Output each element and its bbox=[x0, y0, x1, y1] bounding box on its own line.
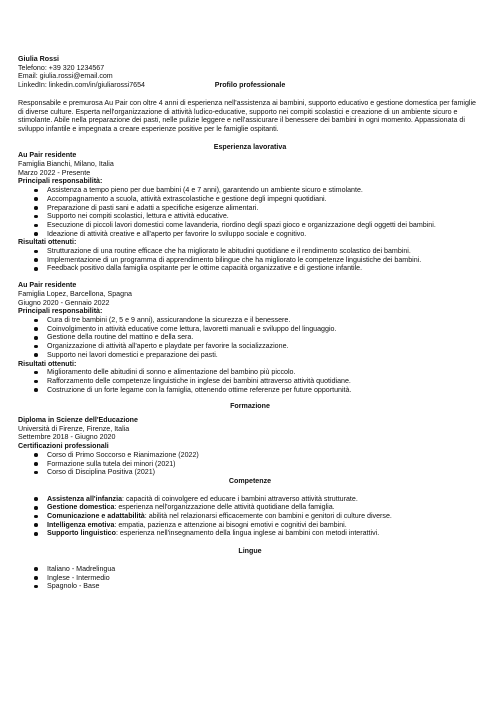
skill-label: Supporto linguistico bbox=[47, 529, 116, 538]
list-item: Coinvolgimento in attività educative come lettura, lavoretti manuali e sviluppo del linguaggio. bbox=[18, 325, 482, 334]
candidate-name: Giulia Rossi bbox=[18, 55, 59, 63]
education-heading: Formazione bbox=[230, 402, 270, 411]
education-dates: Settembre 2018 - Giugno 2020 bbox=[18, 433, 116, 442]
language-item: Inglese - Intermedio bbox=[18, 574, 482, 583]
skill-label: Assistenza all'infanzia bbox=[47, 494, 123, 503]
results-label: Risultati ottenuti: bbox=[18, 359, 77, 368]
certifications-list bbox=[18, 451, 482, 477]
job-lopez bbox=[18, 281, 482, 394]
job-employer: Famiglia Lopez, Barcellona, Spagna bbox=[18, 289, 132, 298]
linkedin-line: LinkedIn: linkedin.com/in/giuliarossi7654 bbox=[18, 81, 145, 90]
experience-heading: Esperienza lavorativa bbox=[213, 142, 287, 151]
profile-heading: Profilo professionale bbox=[214, 81, 286, 90]
skill-item bbox=[18, 512, 482, 521]
responsibilities-label: Principali responsabilità: bbox=[18, 307, 103, 316]
list-item: Feedback positivo dalla famiglia ospitante per le ottime capacità organizzative e di gestione infantile. bbox=[18, 264, 482, 273]
language-item: Italiano - Madrelingua bbox=[18, 565, 482, 574]
email-line: Email: giulia.rossi@email.com bbox=[18, 72, 113, 81]
list-item: Corso di Primo Soccorso e Rianimazione (2022) bbox=[18, 451, 482, 460]
skills-list bbox=[18, 495, 482, 539]
list-item: Assistenza a tempo pieno per due bambini (4 e 7 anni), garantendo un ambiente sicuro e stimolante. bbox=[18, 186, 482, 195]
skill-label: Intelligenza emotiva bbox=[47, 520, 115, 529]
skill-label: Gestione domestica bbox=[47, 503, 115, 512]
list-item: Miglioramento delle abitudini di sonno e alimentazione del bambino più piccolo. bbox=[18, 368, 482, 377]
list-item: Supporto nei compiti scolastici, lettura e attività educative. bbox=[18, 212, 482, 221]
certifications-label: Certificazioni professionali bbox=[18, 442, 109, 451]
job-role: Au Pair residente bbox=[18, 151, 77, 160]
responsibilities-list bbox=[18, 316, 482, 360]
list-item: Costruzione di un forte legame con la famiglia, ottenendo ottime referenze per future opportunità. bbox=[18, 386, 482, 395]
skill-item bbox=[18, 495, 482, 504]
list-item: Corso di Disciplina Positiva (2021) bbox=[18, 468, 482, 477]
skill-text: : esperienza nell'organizzazione delle attività quotidiane della famiglia. bbox=[114, 503, 335, 512]
list-item: Supporto nei lavori domestici e preparazione dei pasti. bbox=[18, 351, 482, 360]
list-item: Preparazione di pasti sani e adatti a specifiche esigenze alimentari. bbox=[18, 204, 482, 213]
languages-heading: Lingue bbox=[238, 547, 262, 556]
job-bianchi bbox=[18, 151, 482, 273]
results-label: Risultati ottenuti: bbox=[18, 238, 77, 247]
list-item: Strutturazione di una routine efficace che ha migliorato le abitudini quotidiane e il rendimento scolastico dei bambini. bbox=[18, 247, 482, 256]
list-item: Rafforzamento delle competenze linguistiche in inglese dei bambini attraverso attività quotidiane. bbox=[18, 377, 482, 386]
responsibilities-label: Principali responsabilità: bbox=[18, 177, 103, 186]
language-item: Spagnolo - Base bbox=[18, 582, 482, 591]
skills-heading: Competenze bbox=[228, 476, 272, 485]
skill-item bbox=[18, 529, 482, 538]
list-item: Ideazione di attività creative e all'aperto per favorire lo sviluppo sociale e cognitivo. bbox=[18, 230, 482, 239]
skill-text: : empatia, pazienza e attenzione ai bisogni emotivi e cognitivi dei bambini. bbox=[114, 520, 347, 529]
list-item: Implementazione di un programma di apprendimento bilingue che ha migliorato le competenze linguistiche dei bambini. bbox=[18, 256, 482, 265]
list-item: Esecuzione di piccoli lavori domestici come lavanderia, riordino degli spazi gioco e organizzazione degli oggetti dei bambini. bbox=[18, 221, 482, 230]
list-item: Organizzazione di attività all'aperto e playdate per favorire la socializzazione. bbox=[18, 342, 482, 351]
languages-list bbox=[18, 565, 482, 591]
job-employer: Famiglia Bianchi, Milano, Italia bbox=[18, 160, 114, 169]
results-list bbox=[18, 247, 482, 273]
job-dates: Giugno 2020 - Gennaio 2022 bbox=[18, 298, 110, 307]
list-item: Cura di tre bambini (2, 5 e 9 anni), assicurandone la sicurezza e il benessere. bbox=[18, 316, 482, 325]
skill-label: Comunicazione e adattabilità bbox=[47, 512, 145, 521]
job-role: Au Pair residente bbox=[18, 281, 77, 290]
list-item: Accompagnamento a scuola, attività extrascolastiche e gestione degli impegni quotidiani. bbox=[18, 195, 482, 204]
skill-text: : capacità di coinvolgere ed educare i bambini attraverso attività strutturate. bbox=[122, 494, 358, 503]
results-list bbox=[18, 368, 482, 394]
skill-item bbox=[18, 521, 482, 530]
profile-text: Responsabile e premurosa Au Pair con oltre 4 anni di esperienza nell'assistenza ai bambini, supporto educativo e gestione domestica per famiglie di diverse culture. Esperta nell'organizzazione di attività ludico-educative, supporto nei compiti scolastici e creazione di un ambiente sicuro e stimolante. Abile nella preparazione dei pasti, nelle pulizie leggere e nell'assicurare il benessere dei bambini in ogni momento. Appassionata di sviluppo infantile e impegnata a creare esperienze positive per le famiglie ospitanti. bbox=[18, 98, 476, 133]
school-name: Università di Firenze, Firenze, Italia bbox=[18, 424, 130, 433]
degree-title: Diploma in Scienze dell'Educazione bbox=[18, 416, 138, 425]
skill-text: : abilità nel relazionarsi efficacemente con bambini e genitori di culture diverse. bbox=[144, 512, 392, 521]
skill-text: : esperienza nell'insegnamento della lingua inglese ai bambini con metodi interattivi. bbox=[115, 529, 380, 538]
phone-line: Telefono: +39 320 1234567 bbox=[18, 63, 105, 72]
skill-item bbox=[18, 503, 482, 512]
list-item: Gestione della routine del mattino e della sera. bbox=[18, 333, 482, 342]
job-dates: Marzo 2022 - Presente bbox=[18, 168, 91, 177]
list-item: Formazione sulla tutela dei minori (2021) bbox=[18, 460, 482, 469]
responsibilities-list bbox=[18, 186, 482, 238]
